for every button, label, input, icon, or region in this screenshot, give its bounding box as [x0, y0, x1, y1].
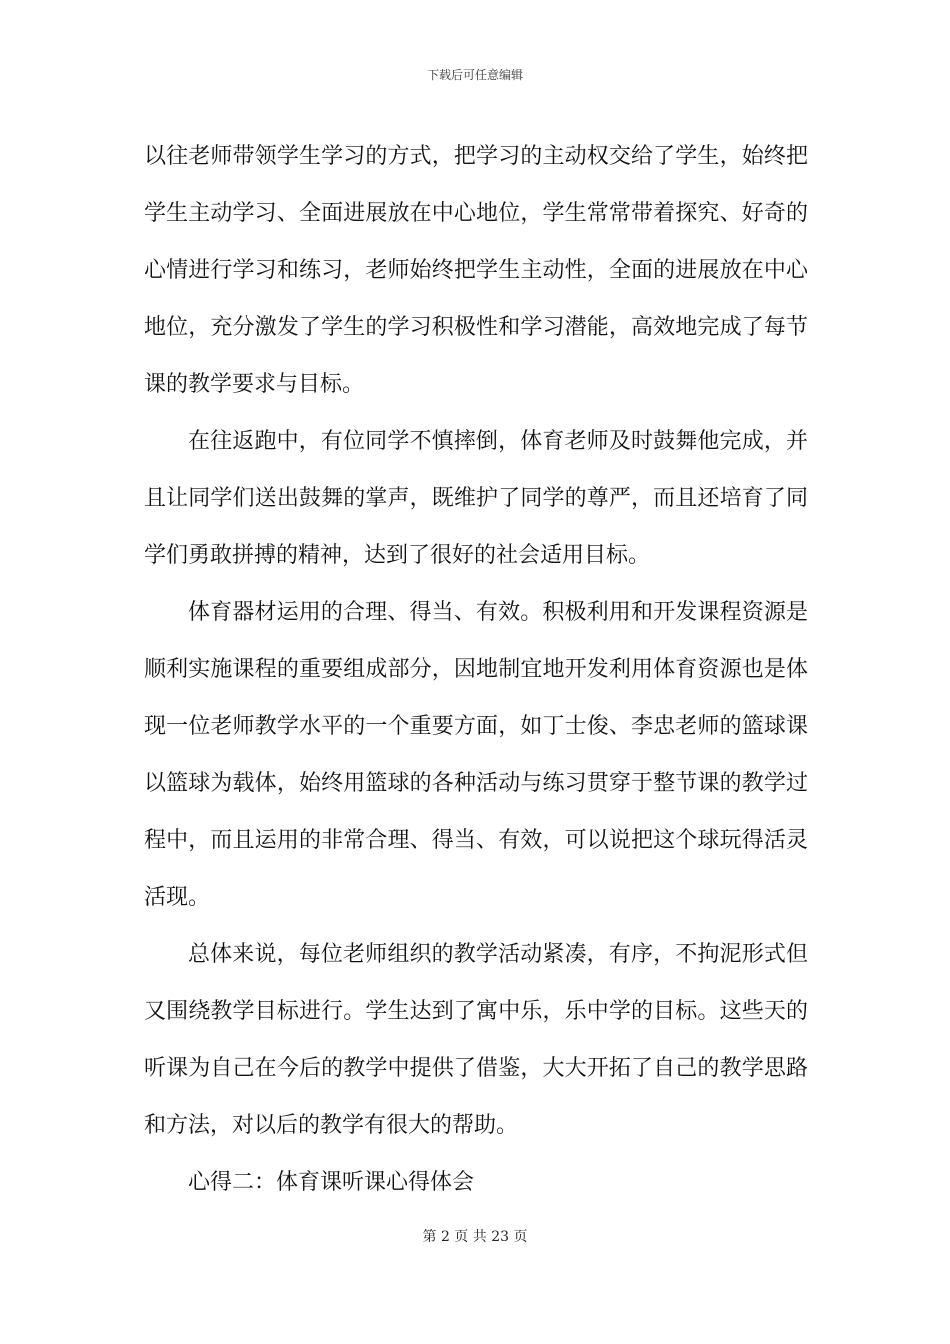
paragraph-relay-run: 在往返跑中，有位同学不慎摔倒，体育老师及时鼓舞他完成，并且让同学们送出鼓舞的掌声，既维护了同学的尊严，而且还培育了同学们勇敢拼搏的精神，达到了很好的社会适用目标。 [144, 429, 808, 568]
paragraph-continuation: 以往老师带领学生学习的方式，把学习的主动权交给了学生，始终把学生主动学习、全面进展放在中心地位，学生常常带着探究、好奇的心情进行学习和练习，老师始终把学生主动性，全面的进展放在中心地位，充分激发了学生的学习积极性和学习潜能，高效地完成了每节课的教学要求与目标。 [144, 144, 808, 397]
paragraph-summary: 总体来说，每位老师组织的教学活动紧凑，有序，不拘泥形式但又围绕教学目标进行。学生达到了寓中乐，乐中学的目标。这些天的听课为自己在今后的教学中提供了借鉴，大大开拓了自己的教学思路和方法，对以后的教学有很大的帮助。 [144, 942, 808, 1138]
section-heading: 心得二：体育课听课心得体会 [188, 1170, 475, 1195]
page-header: 下载后可任意编辑 [426, 68, 523, 82]
document-body [144, 128, 808, 1211]
paragraph-equipment: 体育器材运用的合理、得当、有效。积极利用和开发课程资源是顺利实施课程的重要组成部分，因地制宜地开发利用体育资源也是体现一位老师教学水平的一个重要方面，如丁士俊、李忠老师的篮球课以篮球为载体，始终用篮球的各种活动与练习贯穿于整节课的教学过程中，而且运用的非常合理、得当、有效，可以说把这个球玩得活灵活现。 [144, 600, 808, 910]
page-number: 第 2 页 共 23 页 [422, 1229, 528, 1245]
